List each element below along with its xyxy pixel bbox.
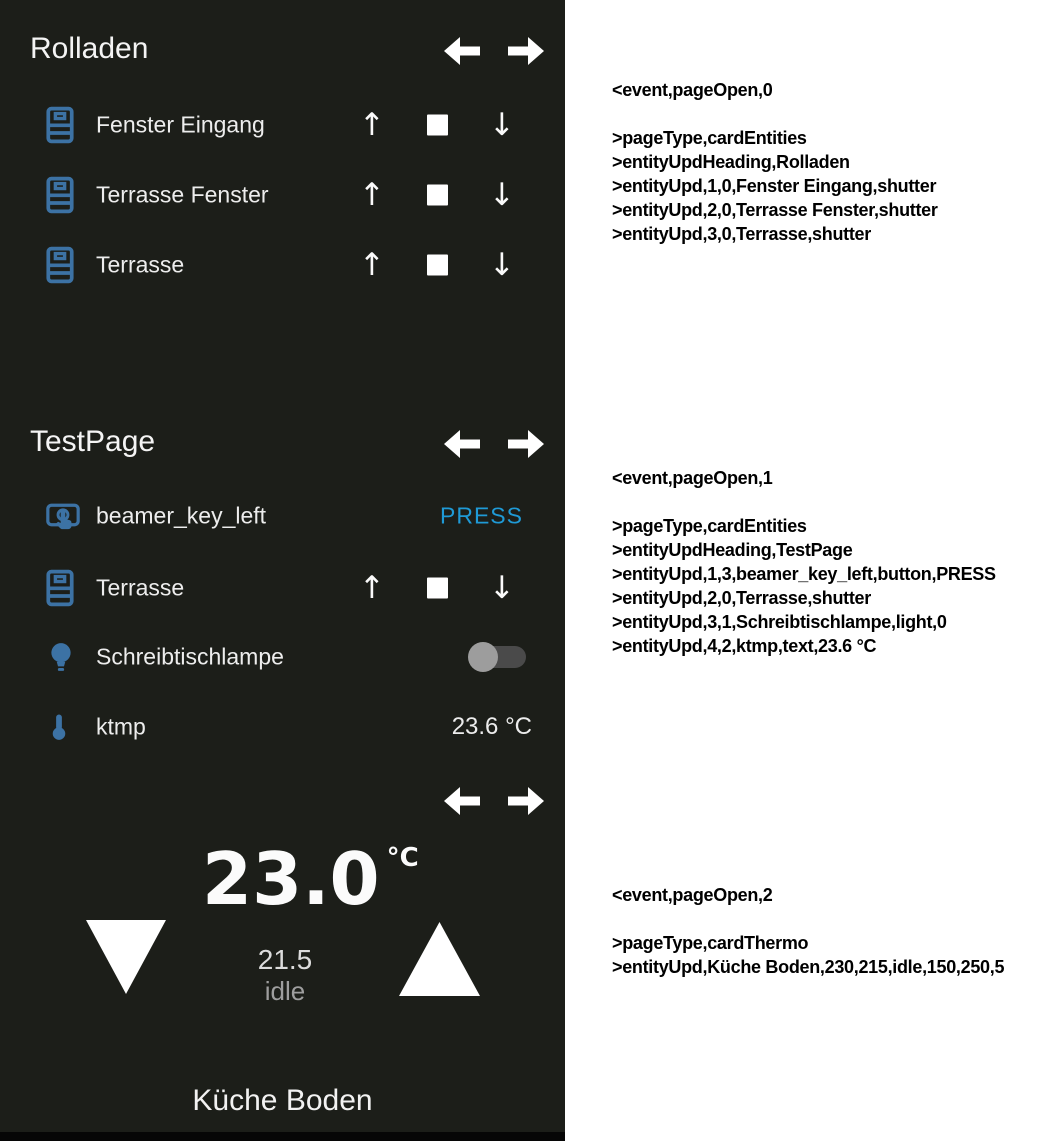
entity-label: Schreibtischlampe: [96, 643, 284, 670]
window-shutter-icon: [44, 107, 76, 144]
shutter-up-button[interactable]: ↑: [352, 107, 392, 143]
entity-row-terrasse-2: [0, 566, 565, 610]
triangle-down-icon: [86, 920, 166, 994]
log-line: >entityUpdHeading,Rolladen: [612, 152, 850, 172]
shutter-up-button[interactable]: ↑: [352, 247, 392, 283]
entity-label: ktmp: [96, 713, 146, 740]
log-line: >entityUpd,3,0,Terrasse,shutter: [612, 224, 871, 244]
arrow-right-icon: [508, 787, 544, 815]
shutter-down-button[interactable]: ↓: [482, 107, 522, 143]
shutter-stop-button[interactable]: [427, 255, 448, 276]
entity-label: Terrasse: [96, 574, 185, 601]
window-shutter-icon: [44, 177, 76, 214]
entity-label: beamer_key_left: [96, 502, 267, 529]
next-page-button[interactable]: [508, 787, 544, 815]
temp-unit: °C: [386, 843, 419, 873]
log-line: >entityUpd,4,2,ktmp,text,23.6 °C: [612, 636, 877, 656]
arrow-left-icon: [444, 37, 480, 65]
temp-value: 23.0: [202, 837, 380, 921]
hvac-state: idle: [264, 976, 306, 1006]
log-line: >pageType,cardEntities: [612, 128, 807, 148]
log-line: >entityUpd,Küche Boden,230,215,idle,150,250,5: [612, 957, 1005, 977]
log-block-page0: [612, 78, 1042, 246]
window-shutter-icon: [44, 247, 76, 284]
prev-page-button[interactable]: [444, 37, 480, 65]
log-line: >pageType,cardEntities: [612, 516, 807, 536]
press-button[interactable]: PRESS: [440, 502, 523, 529]
shutter-down-button[interactable]: ↓: [482, 247, 522, 283]
entity-row-terrasse: [0, 243, 565, 287]
entity-row-fenster-eingang: [0, 103, 565, 147]
entity-label: Terrasse: [96, 251, 185, 278]
log-line: >entityUpd,2,0,Terrasse Fenster,shutter: [612, 200, 938, 220]
log-line: [612, 102, 1042, 126]
current-temperature: [202, 837, 419, 921]
arrow-left-icon: [444, 787, 480, 815]
log-line: >entityUpd,1,0,Fenster Eingang,shutter: [612, 176, 937, 196]
sensor-value: 23.6 °C: [451, 713, 532, 740]
thermostat-name: Küche Boden: [192, 1084, 373, 1117]
log-block-page2: [612, 883, 1042, 979]
stop-square-icon: [427, 115, 448, 136]
thermometer-icon: [44, 709, 74, 745]
next-page-button[interactable]: [508, 37, 544, 65]
shutter-stop-button[interactable]: [427, 578, 448, 599]
bottom-strip: [0, 1132, 565, 1141]
toggle-knob: [468, 642, 498, 672]
entity-row-schreibtischlampe: [0, 635, 565, 679]
log-line: [612, 490, 1042, 514]
entity-label: Terrasse Fenster: [96, 181, 269, 208]
stop-square-icon: [427, 185, 448, 206]
log-line: <event,pageOpen,2: [612, 885, 773, 905]
target-temperature: 21.5: [257, 944, 313, 975]
temp-up-button[interactable]: [399, 922, 480, 996]
arrow-right-icon: [508, 37, 544, 65]
gesture-tap-button-icon: [44, 499, 82, 534]
shutter-up-button[interactable]: ↑: [352, 177, 392, 213]
shutter-down-button[interactable]: ↓: [482, 177, 522, 213]
card-title-rolladen: Rolladen: [30, 32, 149, 65]
next-page-button[interactable]: [508, 430, 544, 458]
entity-row-beamer-key-left: [0, 494, 565, 538]
shutter-stop-button[interactable]: [427, 115, 448, 136]
shutter-down-button[interactable]: ↓: [482, 570, 522, 606]
entity-row-ktmp: [0, 705, 565, 749]
log-block-page1: [612, 466, 1042, 658]
prev-page-button[interactable]: [444, 430, 480, 458]
light-toggle-switch[interactable]: [468, 642, 528, 672]
log-line: [612, 907, 1042, 931]
triangle-up-icon: [399, 922, 480, 996]
shutter-up-button[interactable]: ↑: [352, 570, 392, 606]
arrow-left-icon: [444, 430, 480, 458]
temp-down-button[interactable]: [86, 920, 166, 994]
log-line: >entityUpdHeading,TestPage: [612, 540, 853, 560]
window-shutter-icon: [44, 570, 76, 607]
lightbulb-icon: [44, 640, 78, 674]
stop-square-icon: [427, 255, 448, 276]
log-line: >entityUpd,1,3,beamer_key_left,button,PRESS: [612, 564, 996, 584]
log-line: <event,pageOpen,0: [612, 80, 773, 100]
entity-label: Fenster Eingang: [96, 111, 265, 138]
shutter-stop-button[interactable]: [427, 185, 448, 206]
log-line: <event,pageOpen,1: [612, 468, 773, 488]
log-line: >entityUpd,2,0,Terrasse,shutter: [612, 588, 871, 608]
entity-row-terrasse-fenster: [0, 173, 565, 217]
card-title-testpage: TestPage: [30, 425, 156, 458]
log-line: >pageType,cardThermo: [612, 933, 809, 953]
arrow-right-icon: [508, 430, 544, 458]
log-line: >entityUpd,3,1,Schreibtischlampe,light,0: [612, 612, 947, 632]
prev-page-button[interactable]: [444, 787, 480, 815]
stop-square-icon: [427, 578, 448, 599]
